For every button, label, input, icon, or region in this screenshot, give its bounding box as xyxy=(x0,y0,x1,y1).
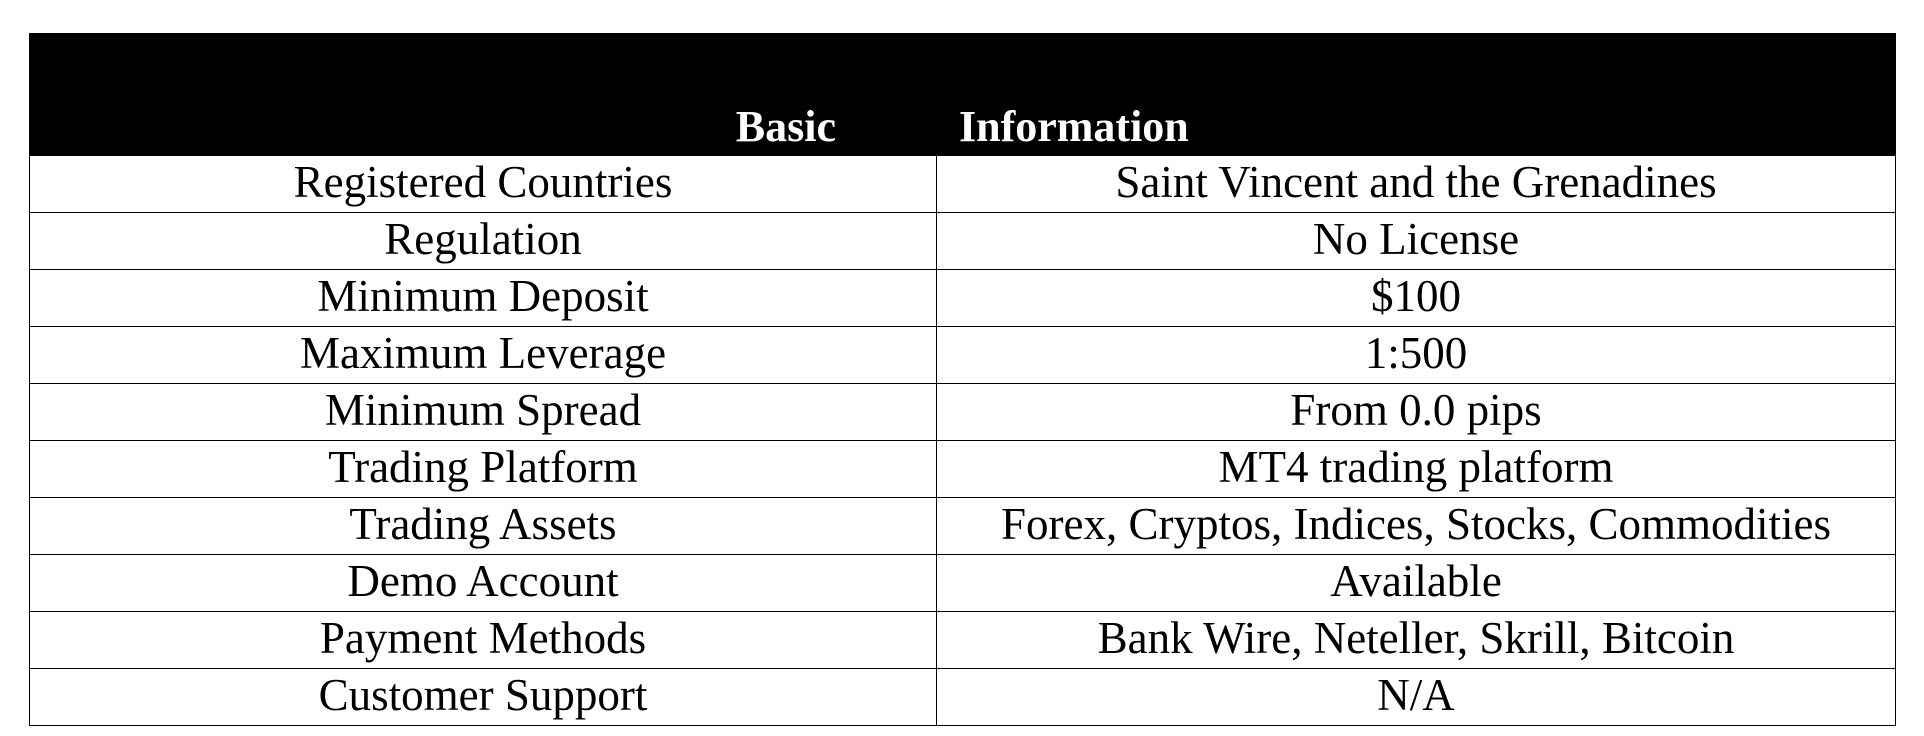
header-left-text: Basic xyxy=(735,102,836,151)
row-value-cell xyxy=(937,156,1896,213)
row-value-cell xyxy=(937,555,1896,612)
row-label-cell xyxy=(30,213,937,270)
row-value: Forex, Cryptos, Indices, Stocks, Commodities xyxy=(1001,498,1831,549)
row-label-cell xyxy=(30,270,937,327)
row-value-cell xyxy=(937,384,1896,441)
table-header-row xyxy=(30,34,1896,156)
row-value-cell xyxy=(937,327,1896,384)
row-label: Trading Assets xyxy=(349,498,617,549)
row-label-cell xyxy=(30,327,937,384)
row-label: Regulation xyxy=(384,213,582,264)
row-label-cell xyxy=(30,441,937,498)
row-label: Registered Countries xyxy=(293,156,673,207)
row-value: Available xyxy=(1330,555,1502,606)
row-value-cell xyxy=(937,498,1896,555)
row-label-cell xyxy=(30,156,937,213)
header-cell-right xyxy=(937,34,1896,156)
row-label: Maximum Leverage xyxy=(299,327,667,378)
row-value: Saint Vincent and the Grenadines xyxy=(1115,156,1717,207)
row-value-cell xyxy=(937,612,1896,669)
row-value-cell xyxy=(937,669,1896,726)
row-label: Trading Platform xyxy=(328,441,638,492)
row-value: 1:500 xyxy=(1364,327,1468,378)
row-value: MT4 trading platform xyxy=(1218,441,1614,492)
row-label: Demo Account xyxy=(347,555,619,606)
row-label-cell xyxy=(30,612,937,669)
table-row xyxy=(30,213,1896,270)
row-label: Minimum Deposit xyxy=(317,270,649,321)
basic-information-table xyxy=(29,33,1896,726)
row-value-cell xyxy=(937,213,1896,270)
table-row xyxy=(30,612,1896,669)
row-label-cell xyxy=(30,384,937,441)
table-row xyxy=(30,156,1896,213)
table-row xyxy=(30,441,1896,498)
row-value: $100 xyxy=(1371,270,1461,321)
row-value: From 0.0 pips xyxy=(1290,384,1542,435)
row-label: Customer Support xyxy=(318,669,648,720)
table-row xyxy=(30,327,1896,384)
header-right-text: Information xyxy=(959,102,1189,151)
table-row xyxy=(30,555,1896,612)
row-value: N/A xyxy=(1377,669,1455,720)
row-label: Minimum Spread xyxy=(324,384,642,435)
table-row xyxy=(30,384,1896,441)
row-label-cell xyxy=(30,555,937,612)
row-label-cell xyxy=(30,669,937,726)
row-value: Bank Wire, Neteller, Skrill, Bitcoin xyxy=(1097,612,1735,663)
header-cell-left xyxy=(30,34,937,156)
table-row xyxy=(30,270,1896,327)
row-label: Payment Methods xyxy=(319,612,647,663)
row-value-cell xyxy=(937,441,1896,498)
row-value: No License xyxy=(1312,213,1520,264)
row-label-cell xyxy=(30,498,937,555)
row-value-cell xyxy=(937,270,1896,327)
table-row xyxy=(30,498,1896,555)
table-row xyxy=(30,669,1896,726)
